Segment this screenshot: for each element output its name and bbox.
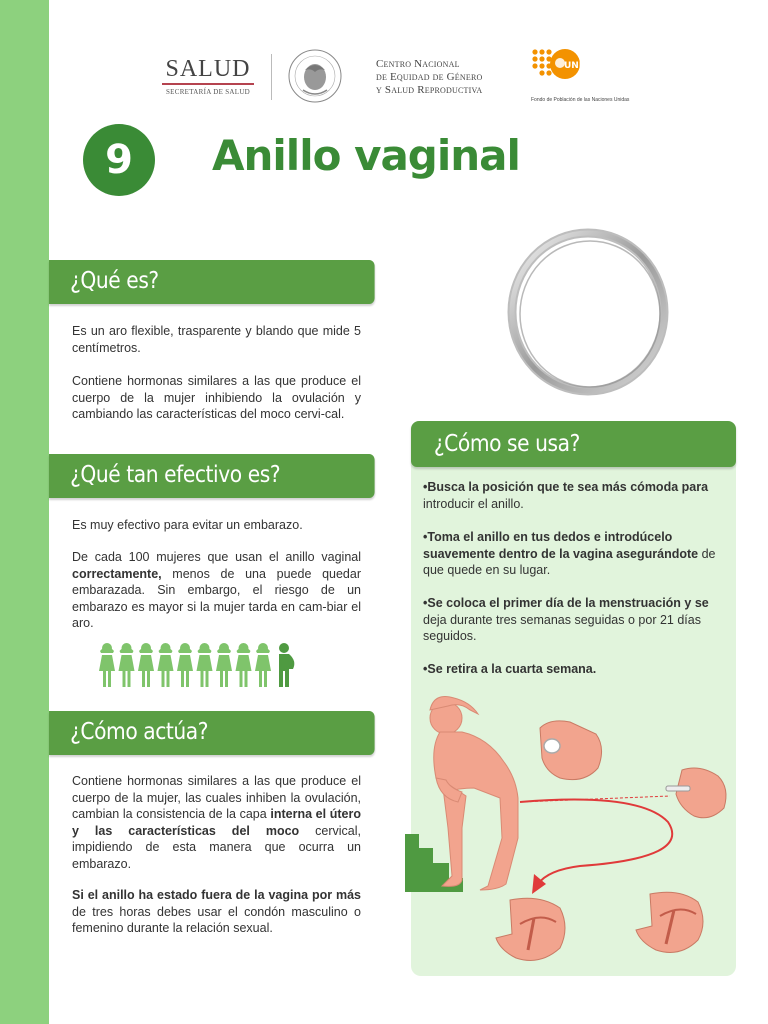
que-es-p2: Contiene hormonas similares a las que produce el cuerpo de la mujer inhibiendo la ovulación y cambiando las características del moco cervi-cal. <box>72 374 361 422</box>
salud-logo-text: SALUD <box>165 56 251 82</box>
efectivo-p1: Es muy efectivo para evitar un embarazo. <box>72 518 303 532</box>
step-4 <box>423 661 725 678</box>
step-3-bold: •Se coloca el primer día de la menstruación y se <box>423 596 709 610</box>
efectivo-p2-a: De cada 100 mujeres que usan el anillo vaginal <box>72 550 361 564</box>
como-actua-p2-rest: de tres horas debes usar el condón masculino o femenino durante la relación sexual. <box>72 904 361 936</box>
que-es-heading: ¿Qué es? <box>49 260 375 304</box>
secretaria-text: SECRETARÍA DE SALUD <box>165 88 251 96</box>
step-1 <box>423 479 725 512</box>
step-2-rest: de que quede en su lugar. <box>423 546 716 578</box>
como-se-usa-heading <box>411 421 736 467</box>
section-number-badge: 9 <box>83 124 155 196</box>
mexico-seal-icon <box>287 46 343 106</box>
step-3 <box>423 595 725 645</box>
left-sidebar-band <box>0 0 49 1024</box>
cross-section-icon-2 <box>636 892 703 952</box>
cnegsr-line-2: de Equidad de Género <box>376 71 483 83</box>
salud-logo-line <box>162 83 254 85</box>
cnegsr-line-1: Centro Nacional <box>376 58 460 70</box>
como-actua-p2-bold: Si el anillo ha estado fuera de la vagina por más <box>72 888 361 902</box>
woman-figure-icon <box>430 697 518 891</box>
efectivo-p2-c: menos de una puede quedar embarazada. Sin embargo, el riesgo de un embarazo es mayor si la mujer tarda en cam-biar el aro. <box>72 566 361 631</box>
unfpa-dots-icon <box>531 46 603 86</box>
step-1-bold: •Busca la posición que te sea más cómoda para <box>423 480 709 494</box>
salud-logo <box>158 56 258 100</box>
como-actua-p1-c: cervical, impidiendo de esta manera que ocurra un embarazo. <box>72 823 362 871</box>
unfpa-label: UNFPA <box>564 61 598 71</box>
como-actua-p2 <box>72 887 361 937</box>
page-title: Anillo vaginal <box>212 131 520 180</box>
como-actua-p1-a: Contiene hormonas similares a las que produce el cuerpo de la mujer, las cuales inhiben la ovulación, cambian la consistencia de la capa <box>72 774 361 822</box>
unfpa-caption: Fondo de Población de las Naciones Unidas <box>531 97 630 103</box>
como-actua-p1-bold: interna el útero y las características del moco <box>72 807 361 838</box>
efectivo-p2 <box>72 549 361 632</box>
pregnant-woman-icon <box>279 643 294 687</box>
step-1-rest: introducir el anillo. <box>423 496 524 511</box>
cnegsr-logo-text <box>376 58 482 97</box>
hand-holding-ring-icon <box>540 721 602 780</box>
como-actua-heading: ¿Cómo actúa? <box>49 711 375 755</box>
step-2-bold: •Toma el anillo en tus dedos e introdúcelo suavemente dentro de la vagina asegurándote <box>423 530 699 561</box>
como-actua-p1 <box>72 773 361 873</box>
cross-section-icon-1 <box>496 898 565 960</box>
cnegsr-line-3: y Salud Reproductiva <box>376 84 483 96</box>
unfpa-logo <box>531 46 631 106</box>
hand-inserting-icon <box>666 768 726 818</box>
efectivo-heading: ¿Qué tan efectivo es? <box>49 454 375 498</box>
efectivo-p2-bold: correctamente, <box>72 566 162 581</box>
step-2 <box>423 529 725 579</box>
step-4-bold: •Se retira a la cuarta semana. <box>423 662 597 676</box>
women-figures-icon <box>97 639 297 691</box>
como-se-usa-heading-text: ¿Cómo se usa? <box>433 431 580 457</box>
que-es-p1: Es un aro flexible, trasparente y blando que mide 5 centímetros. <box>72 324 361 355</box>
header-divider <box>271 54 272 100</box>
step-3-rest: deja durante tres semanas seguidas o por 21 días seguidos. <box>423 612 701 644</box>
insertion-illustration <box>400 688 740 973</box>
ring-image <box>506 228 670 396</box>
